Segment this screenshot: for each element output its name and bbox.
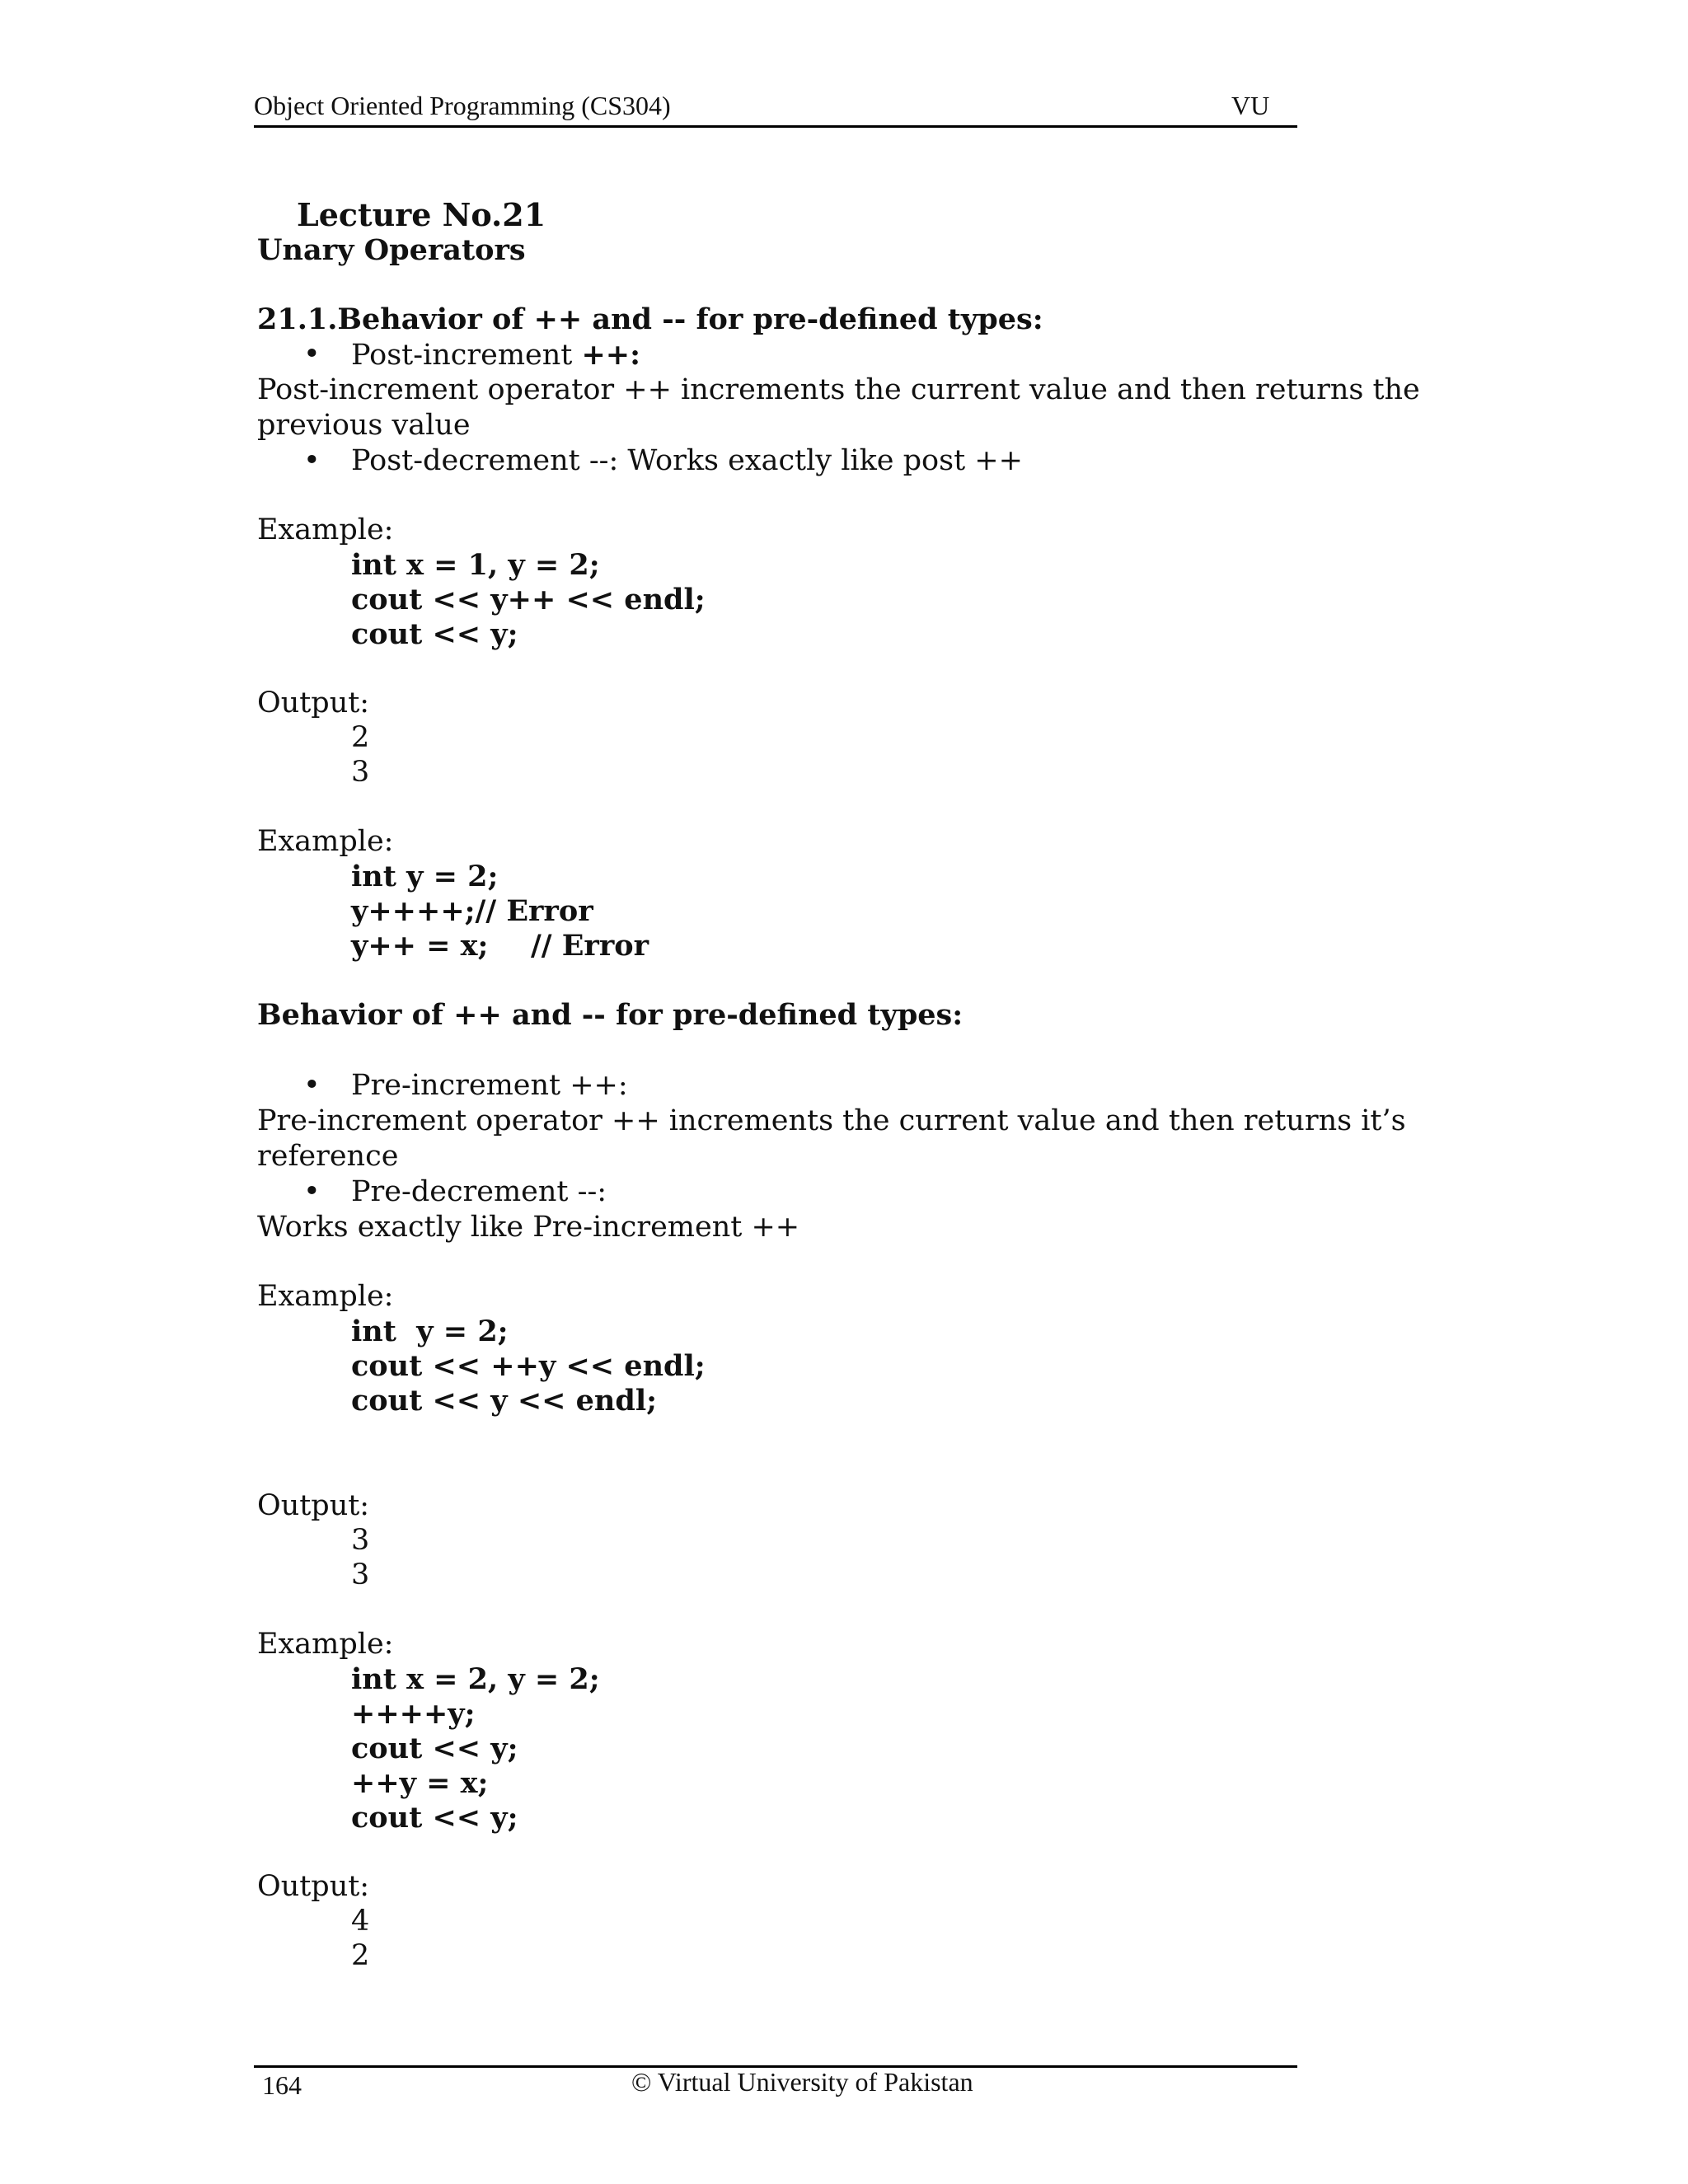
code-line: int y = 2; xyxy=(351,1315,509,1348)
topic-title: Unary Operators xyxy=(257,233,526,267)
code-line: cout << ++y << endl; xyxy=(351,1349,706,1383)
bullet-glyph: • xyxy=(303,444,321,477)
example-label: Example: xyxy=(257,513,394,546)
example-label: Example: xyxy=(257,825,394,858)
bullet-glyph: • xyxy=(303,338,321,371)
bullet-post-decrement: Post-decrement --: Works exactly like post ++ xyxy=(351,444,1023,477)
code-line: y++ = x; xyxy=(351,929,489,963)
lecture-title: Lecture No.21 xyxy=(297,196,546,233)
bullet-post-increment xyxy=(351,340,640,370)
code-line: cout << y; xyxy=(351,617,518,651)
pre-increment-description-line1: Pre-increment operator ++ increments the current value and then returns it’s xyxy=(257,1104,1406,1137)
bullet-pre-increment: Pre-increment ++: xyxy=(351,1069,628,1102)
code-line: y++++;// Error xyxy=(351,894,593,928)
bullet-label: Post-increment xyxy=(351,339,582,372)
header-rule xyxy=(254,125,1297,128)
code-line: cout << y << endl; xyxy=(351,1384,658,1418)
pre-increment-description-line2: reference xyxy=(257,1140,399,1173)
output-value: 3 xyxy=(351,756,370,789)
bullet-glyph: • xyxy=(303,1069,321,1102)
output-label: Output: xyxy=(257,687,370,719)
output-value: 2 xyxy=(351,721,370,754)
bullet-glyph: • xyxy=(303,1175,321,1208)
example-label: Example: xyxy=(257,1628,394,1661)
page-number: 164 xyxy=(262,2070,302,2100)
output-label: Output: xyxy=(257,1870,370,1903)
code-line: cout << y; xyxy=(351,1801,518,1835)
code-comment: // Error xyxy=(531,929,649,963)
output-value: 2 xyxy=(351,1939,370,1972)
bullet-operator: ++: xyxy=(581,338,641,372)
code-line: cout << y++ << endl; xyxy=(351,583,706,616)
output-value: 4 xyxy=(351,1905,370,1938)
post-increment-description-line2: previous value xyxy=(257,409,471,442)
output-value: 3 xyxy=(351,1558,370,1591)
section-heading-post: 21.1.Behavior of ++ and -- for pre-defined types: xyxy=(257,302,1043,336)
footer-copyright: © Virtual University of Pakistan xyxy=(631,2067,973,2097)
post-increment-description-line1: Post-increment operator ++ increments the current value and then returns the xyxy=(257,373,1420,406)
example-label: Example: xyxy=(257,1280,394,1313)
output-value: 3 xyxy=(351,1524,370,1557)
code-line: ++++y; xyxy=(351,1697,476,1731)
code-line: int x = 1, y = 2; xyxy=(351,548,600,582)
section-heading-pre: Behavior of ++ and -- for pre-defined types: xyxy=(257,998,964,1032)
code-line: ++y = x; xyxy=(351,1766,489,1800)
output-label: Output: xyxy=(257,1489,370,1522)
code-line: cout << y; xyxy=(351,1732,518,1765)
pre-decrement-description: Works exactly like Pre-increment ++ xyxy=(257,1211,800,1244)
code-line: int x = 2, y = 2; xyxy=(351,1662,600,1696)
header-institution: VU xyxy=(1231,91,1270,120)
bullet-pre-decrement: Pre-decrement --: xyxy=(351,1175,607,1208)
header-course-title: Object Oriented Programming (CS304) xyxy=(254,91,671,120)
code-line: int y = 2; xyxy=(351,860,499,893)
